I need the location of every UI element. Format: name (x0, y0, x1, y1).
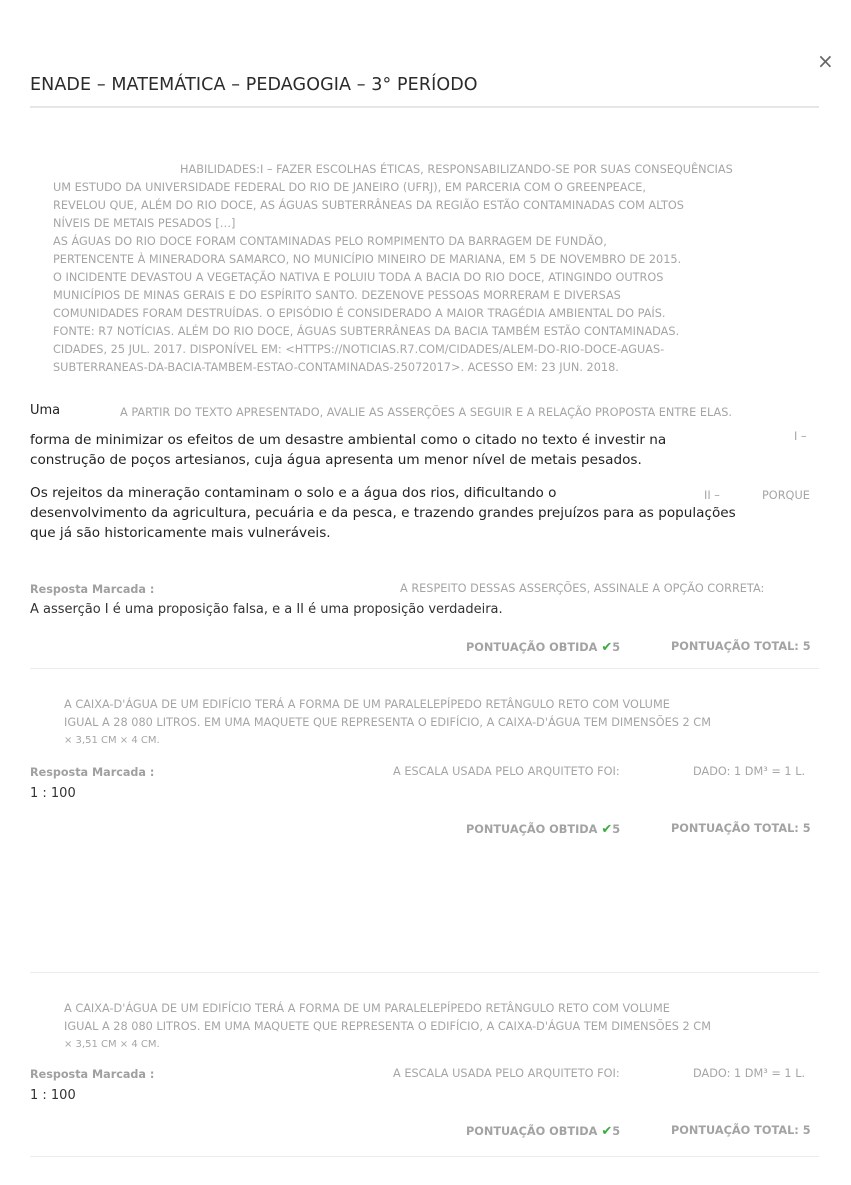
q3-question: A ESCALA USADA PELO ARQUITETO FOI: (393, 1067, 620, 1080)
score-obtained-label: PONTUAÇÃO OBTIDA (466, 823, 598, 836)
q1-line-1: UM ESTUDO DA UNIVERSIDADE FEDERAL DO RIO DE JANEIRO (UFRJ), EM PARCERIA COM O GREENPEACE, (53, 181, 646, 194)
q2-line-1: IGUAL A 28 080 LITROS. EM UMA MAQUETE QUE REPRESENTA O EDIFÍCIO, A CAIXA-D'ÁGUA TEM DIMENSÕES 2 CM (64, 716, 711, 729)
q1-line-6: O INCIDENTE DEVASTOU A VEGETAÇÃO NATIVA E POLUIU TODA A BACIA DO RIO DOCE, ATINGINDO OUTROS (53, 271, 664, 284)
q3-response-label: Resposta Marcada : (30, 1068, 155, 1081)
q1-line-8: COMUNIDADES FORAM DESTRUÍDAS. O EPISÓDIO É CONSIDERADO A MAIOR TRAGÉDIA AMBIENTAL DO PAÍS. (53, 307, 666, 320)
q1-porque: PORQUE (762, 489, 810, 502)
q2-score-total: PONTUAÇÃO TOTAL: 5 (671, 822, 811, 835)
q2-score-obtained (466, 822, 620, 837)
q1-answer: A asserção I é uma proposição falsa, e a II é uma proposição verdadeira. (30, 602, 503, 617)
q1-line-2: REVELOU QUE, ALÉM DO RIO DOCE, AS ÁGUAS SUBTERRÂNEAS DA REGIÃO ESTÃO CONTAMINADAS COM ALTOS (53, 199, 684, 212)
score-obtained-value: 5 (612, 1125, 621, 1138)
q1-line-0: HABILIDADES:I – FAZER ESCOLHAS ÉTICAS, RESPONSABILIZANDO-SE POR SUAS CONSEQUÊNCIAS (180, 163, 733, 176)
q1-score-total: PONTUAÇÃO TOTAL: 5 (671, 640, 811, 653)
check-icon: ✔ (601, 640, 613, 655)
modal-title: ENADE – MATEMÁTICA – PEDAGOGIA – 3° PERÍODO (30, 75, 478, 95)
q1-assertion1-line2: construção de poços artesianos, cuja água apresenta um menor nível de metais pesados. (30, 452, 642, 468)
q2-line-0: A CAIXA-D'ÁGUA DE UM EDIFÍCIO TERÁ A FORMA DE UM PARALELEPÍPEDO RETÂNGULO RETO COM VOLUME (64, 698, 670, 711)
question-divider (30, 972, 819, 973)
q1-line-7: MUNICÍPIOS DE MINAS GERAIS E DO ESPÍRITO SANTO. DEZENOVE PESSOAS MORRERAM E DIVERSAS (53, 289, 621, 302)
score-obtained-value: 5 (612, 641, 621, 654)
q1-roman-1: I – (794, 430, 807, 443)
q3-score-total: PONTUAÇÃO TOTAL: 5 (671, 1124, 811, 1137)
q1-line-10: CIDADES, 25 JUL. 2017. DISPONÍVEL EM: <HTTPS://NOTICIAS.R7.COM/CIDADES/ALEM-DO-RIO-DOCE-AGUAS- (53, 343, 665, 356)
q1-assertion1-line1: forma de minimizar os efeitos de um desastre ambiental como o citado no texto é investir na (30, 432, 667, 448)
check-icon: ✔ (601, 822, 613, 837)
q1-line-11: SUBTERRANEAS-DA-BACIA-TAMBEM-ESTAO-CONTAMINADAS-25072017>. ACESSO EM: 23 JUN. 2018. (53, 361, 619, 374)
q1-instruction: A RESPEITO DESSAS ASSERÇÕES, ASSINALE A OPÇÃO CORRETA: (400, 582, 765, 595)
check-icon: ✔ (601, 1124, 613, 1139)
question-divider (30, 1156, 819, 1157)
question-divider (30, 668, 819, 669)
q1-roman-2: II – (704, 489, 720, 502)
q1-line-9: FONTE: R7 NOTÍCIAS. ALÉM DO RIO DOCE, ÁGUAS SUBTERRÂNEAS DA BACIA TAMBÉM ESTÃO CONTAMINADAS. (53, 325, 680, 338)
score-obtained-label: PONTUAÇÃO OBTIDA (466, 641, 598, 654)
q3-score-obtained (466, 1124, 620, 1139)
q2-line-2: × 3,51 CM × 4 CM. (64, 735, 160, 746)
q2-answer: 1 : 100 (30, 786, 76, 801)
q2-given: DADO: 1 DM³ = 1 L. (693, 765, 806, 778)
q1-line-3: NÍVEIS DE METAIS PESADOS […] (53, 217, 236, 230)
q2-response-label: Resposta Marcada : (30, 766, 155, 779)
q1-assertion2-line1: Os rejeitos da mineração contaminam o solo e a água dos rios, dificultando o (30, 485, 557, 501)
q1-response-label: Resposta Marcada : (30, 583, 155, 596)
q3-answer: 1 : 100 (30, 1088, 76, 1103)
score-obtained-value: 5 (612, 823, 621, 836)
q3-line-1: IGUAL A 28 080 LITROS. EM UMA MAQUETE QUE REPRESENTA O EDIFÍCIO, A CAIXA-D'ÁGUA TEM DIMENSÕES 2 CM (64, 1020, 711, 1033)
q1-line-4: AS ÁGUAS DO RIO DOCE FORAM CONTAMINADAS PELO ROMPIMENTO DA BARRAGEM DE FUNDÃO, (53, 235, 607, 248)
q1-assertion2-line3: que já são historicamente mais vulneráveis. (30, 525, 331, 541)
q1-prompt: A PARTIR DO TEXTO APRESENTADO, AVALIE AS ASSERÇÕES A SEGUIR E A RELAÇÃO PROPOSTA ENTRE ELAS. (120, 406, 733, 419)
q3-given: DADO: 1 DM³ = 1 L. (693, 1067, 806, 1080)
q3-line-2: × 3,51 CM × 4 CM. (64, 1039, 160, 1050)
close-icon[interactable]: × (817, 49, 834, 73)
q2-question: A ESCALA USADA PELO ARQUITETO FOI: (393, 765, 620, 778)
q1-score-obtained (466, 640, 620, 655)
q1-line-5: PERTENCENTE À MINERADORA SAMARCO, NO MUNICÍPIO MINEIRO DE MARIANA, EM 5 DE NOVEMBRO DE 2015. (53, 253, 682, 266)
q3-line-0: A CAIXA-D'ÁGUA DE UM EDIFÍCIO TERÁ A FORMA DE UM PARALELEPÍPEDO RETÂNGULO RETO COM VOLUME (64, 1002, 670, 1015)
score-obtained-label: PONTUAÇÃO OBTIDA (466, 1125, 598, 1138)
q1-uma: Uma (30, 403, 61, 418)
q1-assertion2-line2: desenvolvimento da agricultura, pecuária e da pesca, e trazendo grandes prejuízos para as populações (30, 505, 736, 521)
title-divider (30, 106, 819, 108)
